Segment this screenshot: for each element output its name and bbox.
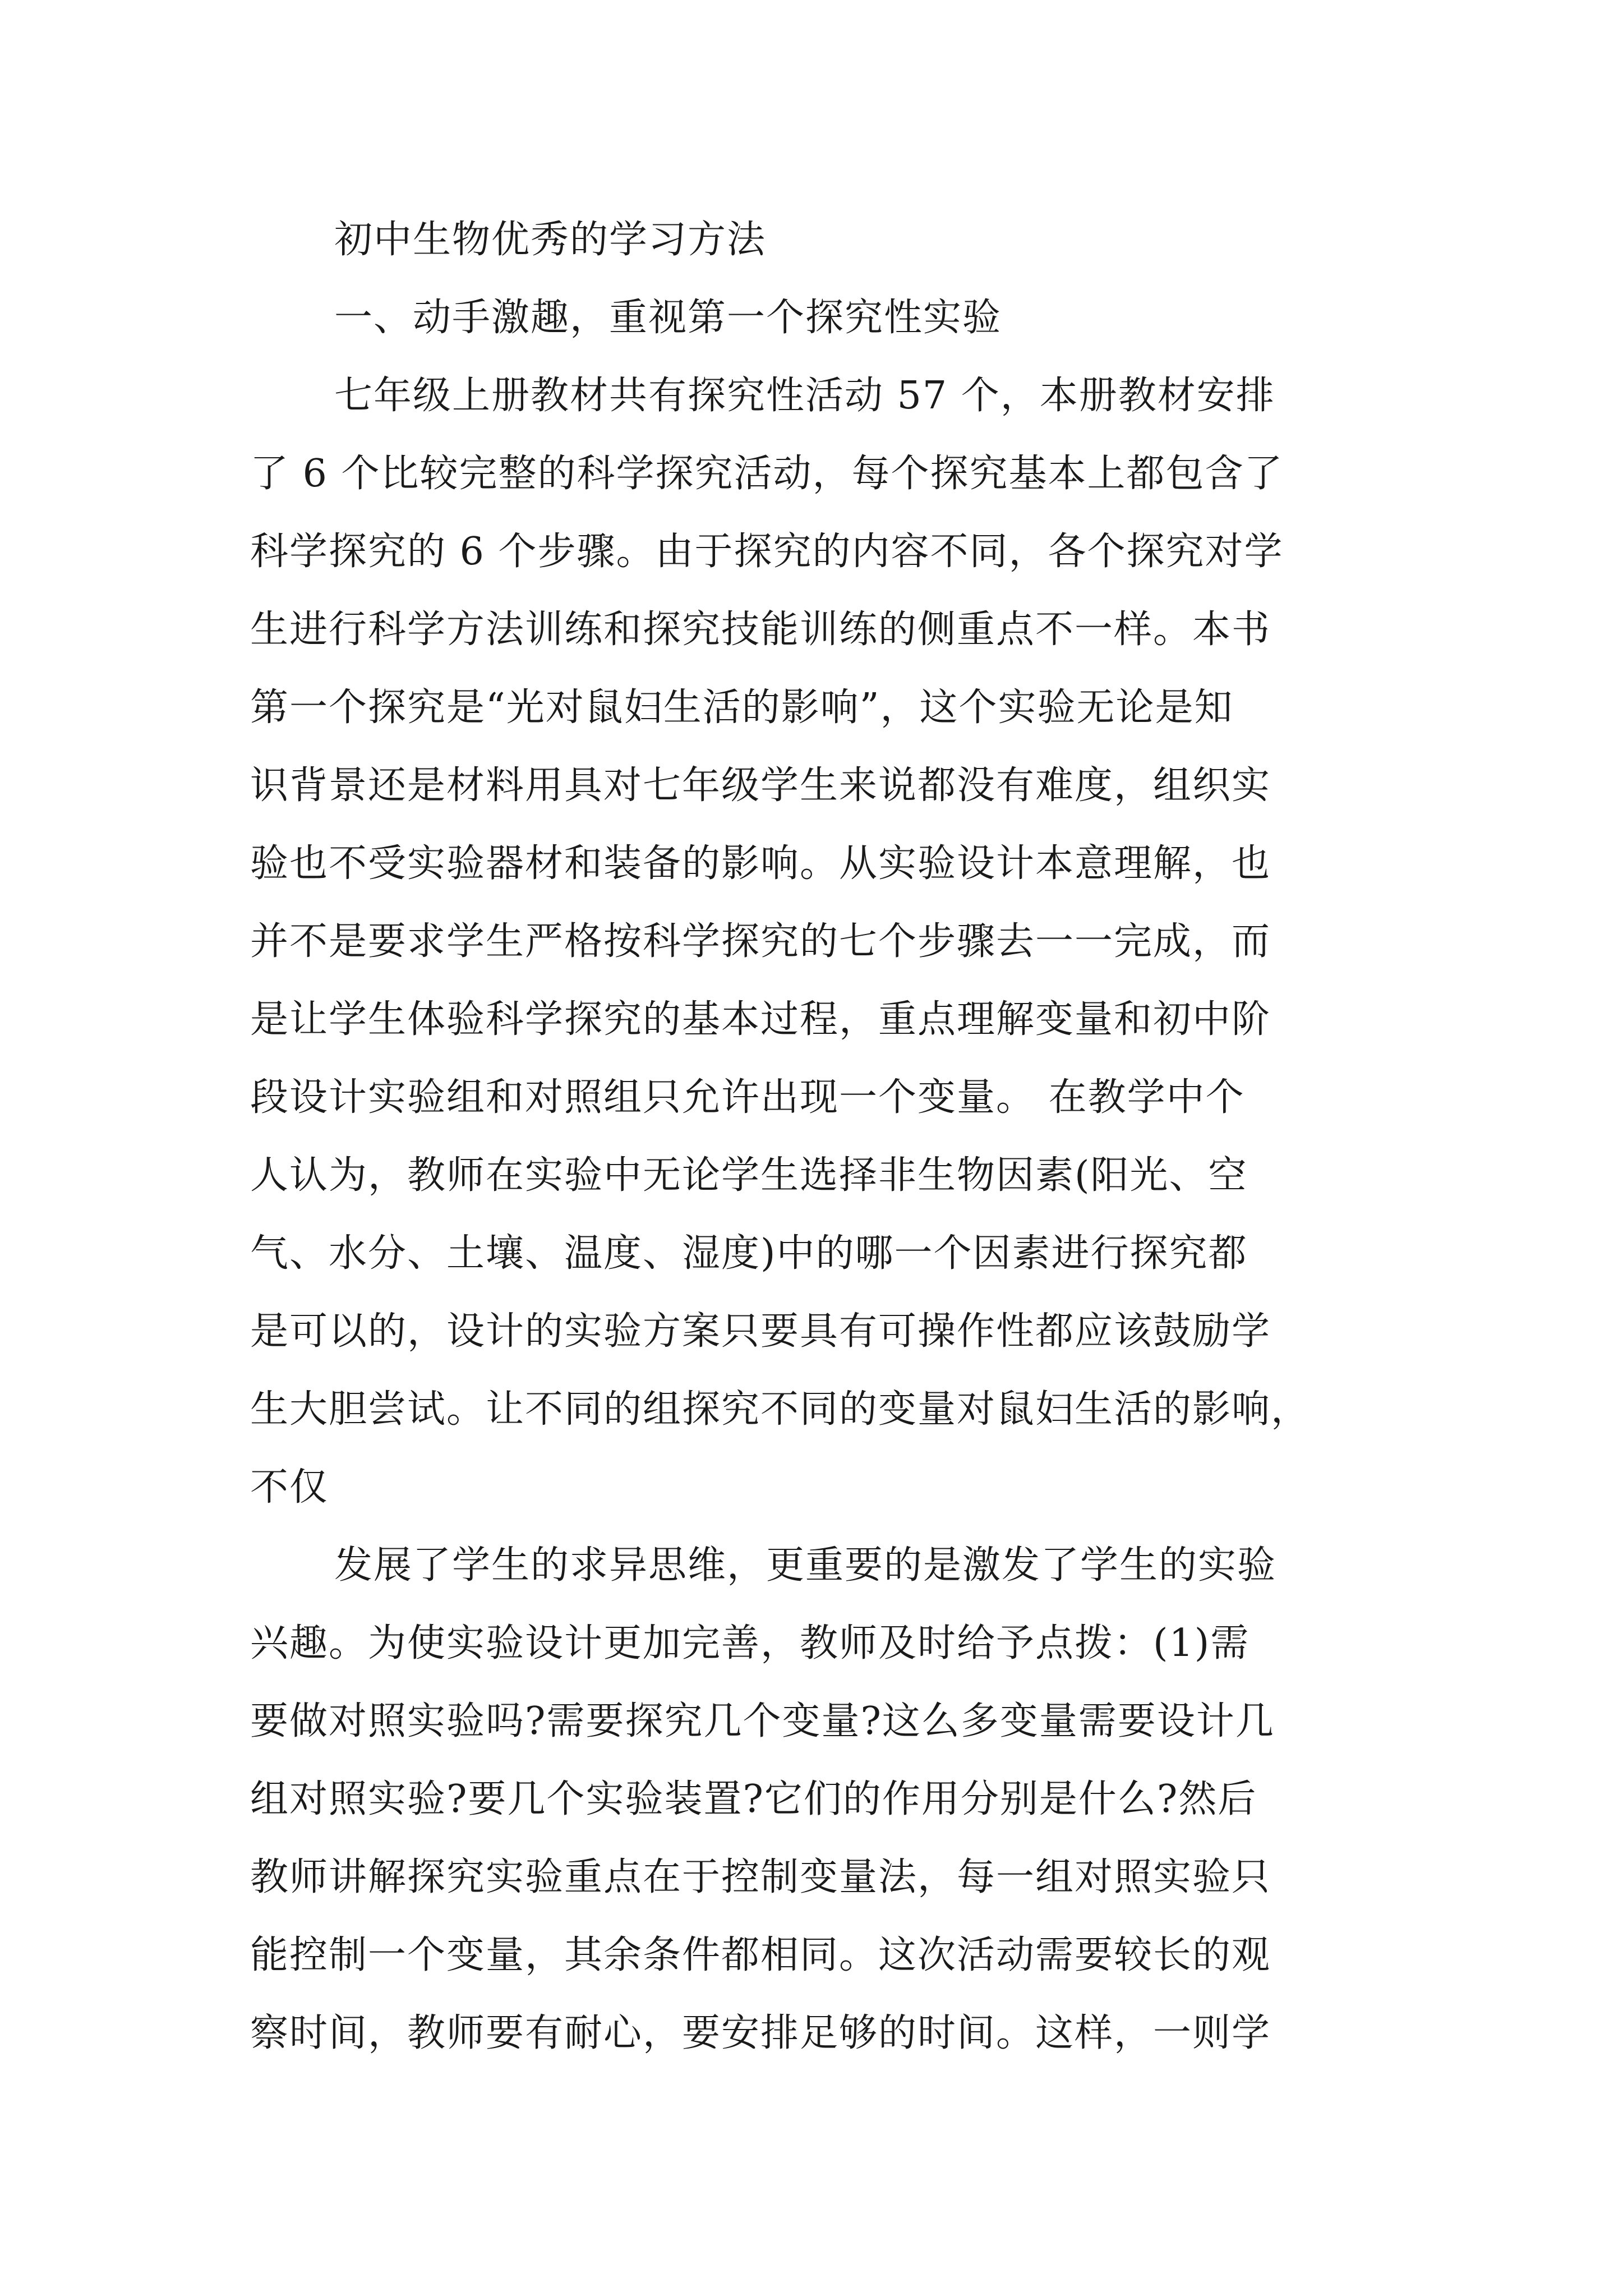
body-line: 段设计实验组和对照组只允许出现一个变量。 在教学中个 bbox=[250, 1075, 1245, 1120]
body-line: 是可以的，设计的实验方案只要具有可操作性都应该鼓励学 bbox=[250, 1309, 1271, 1354]
body-line: 兴趣。为使实验设计更加完善，教师及时给予点拨：(1)需 bbox=[250, 1621, 1250, 1665]
body-line: 组对照实验?要几个实验装置?它们的作用分别是什么?然后 bbox=[250, 1777, 1257, 1821]
body-line: 要做对照实验吗?需要探究几个变量?这么多变量需要设计几 bbox=[250, 1699, 1275, 1743]
body-line: 不仅 bbox=[250, 1465, 329, 1510]
body-line: 识背景还是材料用具对七年级学生来说都没有难度，组织实 bbox=[250, 763, 1271, 808]
body-line: 人认为，教师在实验中无论学生选择非生物因素(阳光、空 bbox=[250, 1153, 1248, 1198]
body-line: 七年级上册教材共有探究性活动 57 个，本册教材安排 bbox=[334, 374, 1275, 418]
body-line: 并不是要求学生严格按科学探究的七个步骤去一一完成，而 bbox=[250, 919, 1271, 964]
body-line: 科学探究的 6 个步骤。由于探究的内容不同，各个探究对学 bbox=[250, 530, 1284, 574]
body-line: 气、水分、土壤、温度、湿度)中的哪一个因素进行探究都 bbox=[250, 1231, 1248, 1276]
body-line: 察时间，教师要有耐心，要安排足够的时间。这样，一则学 bbox=[250, 2011, 1271, 2055]
section-heading: 一、动手激趣，重视第一个探究性实验 bbox=[334, 296, 1002, 340]
body-line: 了 6 个比较完整的科学探究活动，每个探究基本上都包含了 bbox=[250, 452, 1284, 496]
body-line: 能控制一个变量，其余条件都相同。这次活动需要较长的观 bbox=[250, 1933, 1271, 1977]
body-line: 生大胆尝试。让不同的组探究不同的变量对鼠妇生活的影响， bbox=[250, 1387, 1311, 1432]
body-line: 是让学生体验科学探究的基本过程，重点理解变量和初中阶 bbox=[250, 997, 1271, 1042]
document-title: 初中生物优秀的学习方法 bbox=[334, 218, 767, 262]
body-line: 第一个探究是“光对鼠妇生活的影响”，这个实验无论是知 bbox=[250, 685, 1234, 730]
body-line: 验也不受实验器材和装备的影响。从实验设计本意理解，也 bbox=[250, 841, 1271, 886]
body-line: 生进行科学方法训练和探究技能训练的侧重点不一样。本书 bbox=[250, 608, 1271, 652]
body-line: 发展了学生的求异思维，更重要的是激发了学生的实验 bbox=[334, 1543, 1277, 1588]
body-line: 教师讲解探究实验重点在于控制变量法，每一组对照实验只 bbox=[250, 1855, 1271, 1899]
